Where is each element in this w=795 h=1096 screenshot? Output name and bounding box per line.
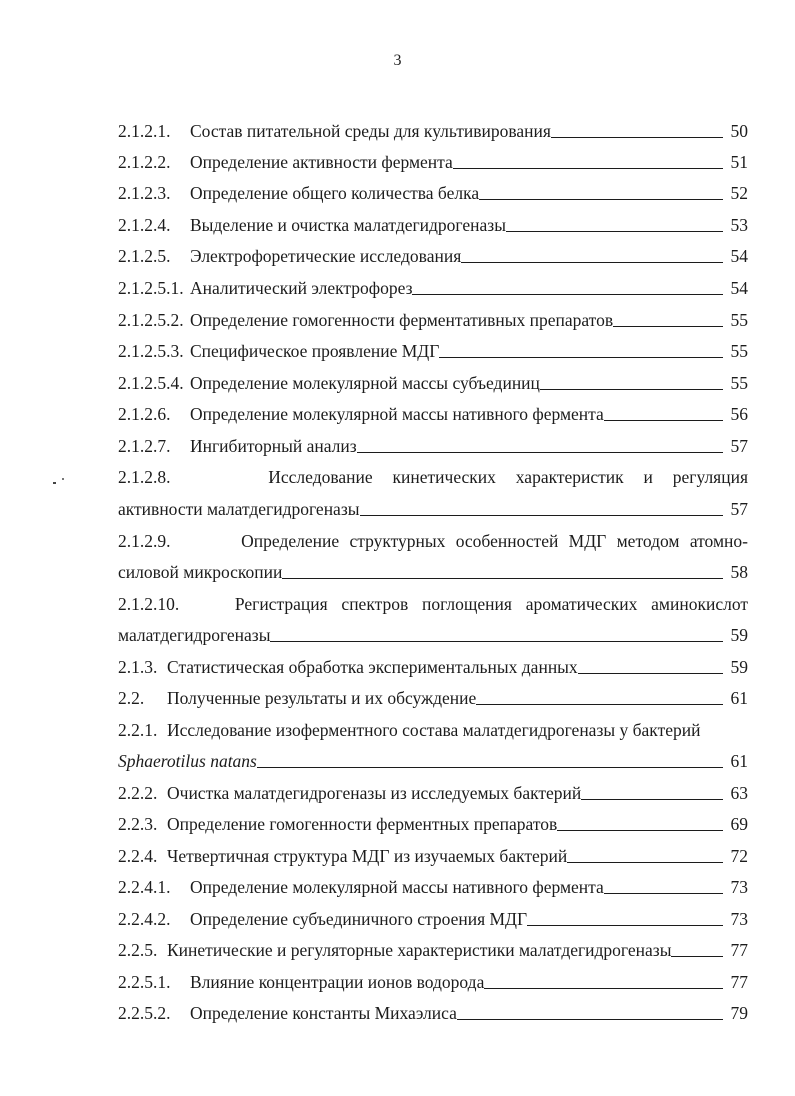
toc-entry xyxy=(118,277,748,299)
section-title-continued: активности малатдегидрогеназы xyxy=(118,499,360,519)
page-number: 3 xyxy=(393,52,402,69)
toc-entry xyxy=(118,687,748,709)
section-number: 2.1.2.4. xyxy=(118,215,171,235)
toc-entry-second-line xyxy=(118,561,748,583)
toc-entry xyxy=(118,939,748,961)
page-ref: 55 xyxy=(730,373,748,393)
page-ref: 54 xyxy=(730,278,748,298)
toc-entry xyxy=(118,340,748,362)
page-ref: 77 xyxy=(730,972,748,992)
page-ref: 51 xyxy=(730,152,748,172)
section-number: 2.1.2.8. xyxy=(118,467,171,487)
leader-line xyxy=(604,892,723,894)
section-number: 2.2.5. xyxy=(118,940,158,960)
section-number: 2.1.3. xyxy=(118,657,158,677)
toc-entry xyxy=(118,813,748,835)
toc-entry-first-line xyxy=(118,593,748,615)
organism-name: Sphaerotilus natans xyxy=(118,751,257,771)
page-ref: 77 xyxy=(730,940,748,960)
page-ref: 55 xyxy=(730,341,748,361)
section-title: Ингибиторный анализ xyxy=(190,436,357,456)
leader-line xyxy=(453,167,723,169)
leader-line xyxy=(506,230,723,232)
leader-line xyxy=(540,388,723,390)
section-title: Определение константы Михаэлиса xyxy=(190,1003,457,1023)
section-number: 2.1.2.3. xyxy=(118,183,171,203)
page-ref: 52 xyxy=(730,183,748,203)
toc-entry xyxy=(118,908,748,930)
section-title: Четвертичная структура МДГ из изучаемых бактерий xyxy=(167,846,568,866)
leader-line xyxy=(604,419,723,421)
leader-line xyxy=(282,577,723,579)
section-number: 2.1.2.7. xyxy=(118,436,171,456)
toc-entry xyxy=(118,876,748,898)
toc-entry xyxy=(118,214,748,236)
section-title: Исследование кинетических характеристик и регуляция xyxy=(268,467,749,487)
page-ref: 54 xyxy=(730,246,748,266)
toc-entry-first-line xyxy=(118,530,748,552)
section-title: Специфическое проявление МДГ xyxy=(190,341,440,361)
leader-line xyxy=(360,514,724,516)
page-ref: 73 xyxy=(730,877,748,897)
section-title: Статистическая обработка экспериментальных данных xyxy=(167,657,578,677)
toc-entry xyxy=(118,656,748,678)
section-title: Аналитический электрофорез xyxy=(190,278,413,298)
section-number: 2.1.2.5. xyxy=(118,246,171,266)
section-title: Определение молекулярной массы субъединиц xyxy=(190,373,540,393)
toc-entry-second-line xyxy=(118,750,748,772)
leader-line xyxy=(457,1018,723,1020)
leader-line xyxy=(270,640,723,642)
page-ref: 73 xyxy=(730,909,748,929)
section-number: 2.1.2.2. xyxy=(118,152,171,172)
toc-entry xyxy=(118,372,748,394)
leader-line xyxy=(476,703,723,705)
section-number: 2.2.3. xyxy=(118,814,158,834)
toc-entry-second-line xyxy=(118,498,748,520)
leader-line xyxy=(412,293,723,295)
toc-entry-first-line xyxy=(118,466,748,488)
leader-line xyxy=(484,987,723,989)
section-title: Электрофоретические исследования xyxy=(190,246,462,266)
section-title: Кинетические и регуляторные характеристики малатдегидрогеназы xyxy=(167,940,672,960)
leader-line xyxy=(581,798,723,800)
section-title: Состав питательной среды для культивирования xyxy=(190,121,551,141)
toc-entry xyxy=(118,245,748,267)
section-number: 2.1.2.5.1. xyxy=(118,278,184,298)
page-ref: 55 xyxy=(730,310,748,330)
section-number: 2.1.2.9. xyxy=(118,531,171,551)
section-number: 2.2. xyxy=(118,688,145,708)
section-number: 2.2.5.2. xyxy=(118,1003,171,1023)
section-title: Выделение и очистка малатдегидрогеназы xyxy=(190,215,506,235)
section-number: 2.2.1. xyxy=(118,720,158,740)
section-title: Полученные результаты и их обсуждение xyxy=(167,688,477,708)
section-title-continued: малатдегидрогеназы xyxy=(118,625,271,645)
section-number: 2.2.5.1. xyxy=(118,972,171,992)
leader-line xyxy=(671,955,723,957)
toc-entry xyxy=(118,309,748,331)
section-title: Влияние концентрации ионов водорода xyxy=(190,972,485,992)
leader-line xyxy=(551,136,723,138)
toc-entry xyxy=(118,1002,748,1024)
toc-entry xyxy=(118,182,748,204)
page-ref: 61 xyxy=(730,751,748,771)
section-number: 2.1.2.5.3. xyxy=(118,341,184,361)
section-number: 2.1.2.5.4. xyxy=(118,373,184,393)
section-number: 2.2.4.1. xyxy=(118,877,171,897)
page-ref: 56 xyxy=(730,404,748,424)
section-title-continued: силовой микроскопии xyxy=(118,562,283,582)
page-ref: 59 xyxy=(730,625,748,645)
section-title: Определение гомогенности ферментативных препаратов xyxy=(190,310,614,330)
page-ref: 50 xyxy=(730,121,748,141)
section-number: 2.2.2. xyxy=(118,783,158,803)
leader-line xyxy=(557,829,723,831)
toc-entry xyxy=(118,971,748,993)
toc-entry-second-line xyxy=(118,624,748,646)
section-number: 2.2.4.2. xyxy=(118,909,171,929)
page-ref: 72 xyxy=(730,846,748,866)
toc-entry xyxy=(118,845,748,867)
page-ref: 53 xyxy=(730,215,748,235)
leader-line xyxy=(461,261,723,263)
page-ref: 57 xyxy=(730,499,748,519)
toc-entry xyxy=(118,151,748,173)
leader-line xyxy=(567,861,723,863)
section-title: Очистка малатдегидрогеназы из исследуемых бактерий xyxy=(167,783,582,803)
section-number: 2.1.2.1. xyxy=(118,121,171,141)
toc-entry-first-line xyxy=(118,719,748,741)
section-title: Регистрация спектров поглощения ароматических аминокислот xyxy=(234,594,749,614)
page-ref: 57 xyxy=(730,436,748,456)
toc-entry xyxy=(118,120,748,142)
section-title: Определение гомогенности ферментных препаратов xyxy=(167,814,558,834)
section-number: 2.1.2.10. xyxy=(118,594,180,614)
toc-entry xyxy=(118,435,748,457)
scan-speck xyxy=(52,476,68,486)
leader-line xyxy=(439,356,723,358)
toc-entry xyxy=(118,403,748,425)
section-title: Определение структурных особенностей МДГ методом атомно- xyxy=(241,531,748,551)
leader-line xyxy=(479,198,723,200)
leader-line xyxy=(357,451,723,453)
section-title: Определение субъединичного строения МДГ xyxy=(190,909,528,929)
leader-line xyxy=(257,766,723,768)
leader-line xyxy=(527,924,723,926)
page-ref: 59 xyxy=(730,657,748,677)
page-ref: 69 xyxy=(730,814,748,834)
section-title: Определение молекулярной массы нативного фермента xyxy=(190,404,604,424)
page-ref: 63 xyxy=(730,783,748,803)
page-ref: 58 xyxy=(730,562,748,582)
section-title: Определение активности фермента xyxy=(190,152,453,172)
section-number: 2.1.2.6. xyxy=(118,404,171,424)
section-title: Исследование изоферментного состава малатдегидрогеназы у бактерий xyxy=(167,720,701,740)
leader-line xyxy=(578,672,723,674)
page-ref: 61 xyxy=(730,688,748,708)
page-ref: 79 xyxy=(730,1003,748,1023)
section-number: 2.2.4. xyxy=(118,846,158,866)
section-number: 2.1.2.5.2. xyxy=(118,310,184,330)
leader-line xyxy=(613,325,723,327)
section-title: Определение общего количества белка xyxy=(190,183,480,203)
section-title: Определение молекулярной массы нативного фермента xyxy=(190,877,604,897)
toc-entry xyxy=(118,782,748,804)
